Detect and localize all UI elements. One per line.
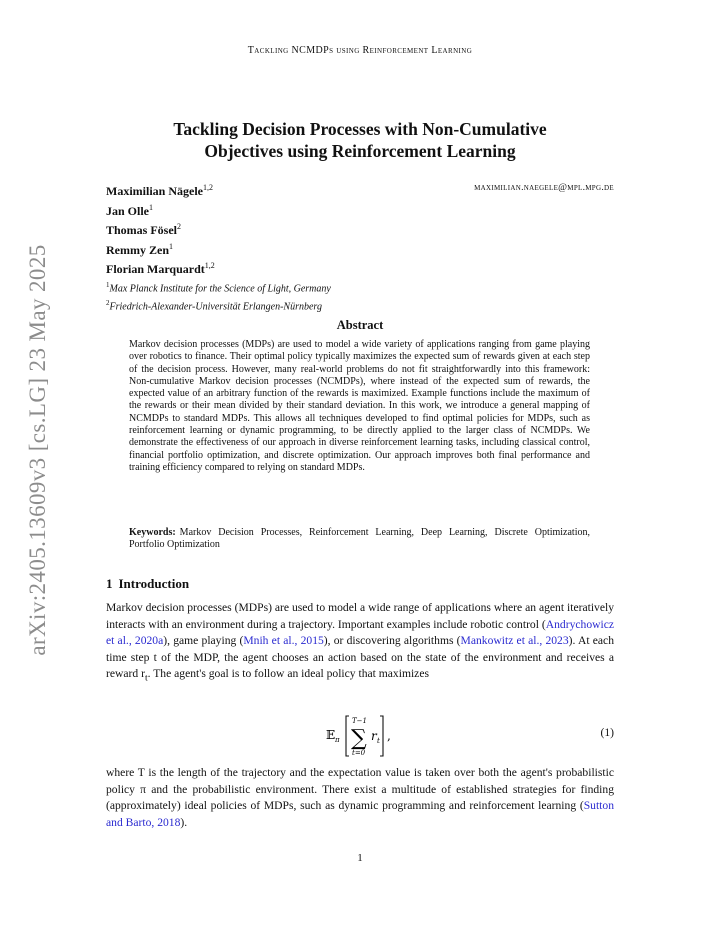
author-1: Maximilian Nägele$^{1,2}$ [106,183,213,198]
citation-mankowitz[interactable]: Mankowitz et al., 2023 [460,634,569,648]
equation-comma: , [387,729,391,743]
author-2: Jan Olle$^1$ [106,202,154,218]
sum-lower-limit: t=0 [352,749,366,757]
keywords-label: Keywords: [129,527,176,538]
section-number: 1 [106,576,113,591]
abstract-heading: Abstract [336,318,384,332]
author-block [106,180,331,314]
equation-number: (1) [600,726,614,739]
affiliation-2: $^2$Friedrich-Alexander-Universität Erlangen-Nürnberg [106,298,322,313]
section-heading [106,576,195,592]
sum-upper-limit: T−1 [352,717,367,725]
equation-1 [300,713,420,759]
abstract-text: Markov decision processes (MDPs) are used to model a wide variety of applications ranging from game playing over robotics to finance. Their optimal policy typically maximizes the expected sum of rewards given at each step of the decision process. However, many real-world problems do not fit straightforwardly into this framework: Non-cumulative Markov decision processes (NCMDPs), where instead of the expected sum of rewards, the expected value of an arbitrary function of the rewards is maximized. Example functions include the maximum of the rewards or their mean divided by their standard deviation. In this work, we introduce a general mapping of NCMDPs to standard MDPs. This allows all techniques developed to find optimal policies for MDPs, such as reinforcement learning or dynamic programming, to be directly applied to the larger class of NCMDPs. We demonstrate the effectiveness of our approach in diverse reinforcement learning tasks, including classical control, financial portfolio optimization, and discrete optimization. Our approach improves both final performance and training efficiency compared to relying on standard MDPs. [129,339,590,473]
expectation-symbol: 𝔼 [326,728,336,742]
intro-paragraph: Markov decision processes (MDPs) are used to model a wide range of applications where an agent iteratively interacts with an environment during a trajectory. Important examples include robotic control (Andrychowicz et al., 2020a), game playing (Mnih et al., 2015), or discovering algorithms (Mankowitz et al., 2023). At each time step t of the MDP, the agent chooses an action based on the state of the environment and receives a reward $r_t$. The agent's goal is to follow an ideal policy that maximizes [106,601,614,684]
author-4: Remmy Zen$^1$ [106,241,173,257]
author-email[interactable]: maximilian.naegele@mpl.mpg.de [474,182,614,193]
author-3: Thomas Fösel$^2$ [106,222,182,237]
author-5: Florian Marquardt$^{1,2}$ [106,261,215,276]
paper-title [110,118,610,162]
citation-sutton-barto[interactable]: Sutton and Barto, 2018 [106,799,614,829]
section-title: Introduction [118,576,190,591]
expectation-subscript: π [335,736,340,744]
arxiv-stamp-text: arXiv:2405.13609v3 [cs.LG] 23 May 2025 [25,244,50,656]
citation-mnih[interactable]: Mnih et al., 2015 [243,634,324,648]
page-number: 1 [357,852,363,864]
keywords-text: Markov Decision Processes, Reinforcement Learning, Deep Learning, Discrete Optimization, Portfolio Optimization [129,527,590,551]
keywords [129,527,590,552]
title-line-1: Tackling Decision Processes with Non-Cumulative [173,119,547,139]
affiliation-1: $^1$Max Planck Institute for the Science of Light, Germany [106,280,331,294]
left-bracket [346,716,349,756]
running-head: Tackling NCMDPs using Reinforcement Learning [247,45,473,56]
reward-subscript: t [377,737,380,745]
body-paragraph-2: where T is the length of the trajectory and the expectation value is taken over both the agent's probabilistic policy π and the probabilistic environment. There exist a multitude of established strategies for finding (approximately) ideal policies of MDPs, such as dynamic programming and reinforcement learning (Sutton and Barto, 2018). [106,766,614,829]
sum-symbol: ∑ [351,726,367,751]
right-bracket [380,716,383,756]
title-line-2: Objectives using Reinforcement Learning [204,141,516,161]
citation-andrychowicz[interactable]: Andrychowicz et al., 2020a [106,617,614,648]
reward-term: r [371,729,377,743]
